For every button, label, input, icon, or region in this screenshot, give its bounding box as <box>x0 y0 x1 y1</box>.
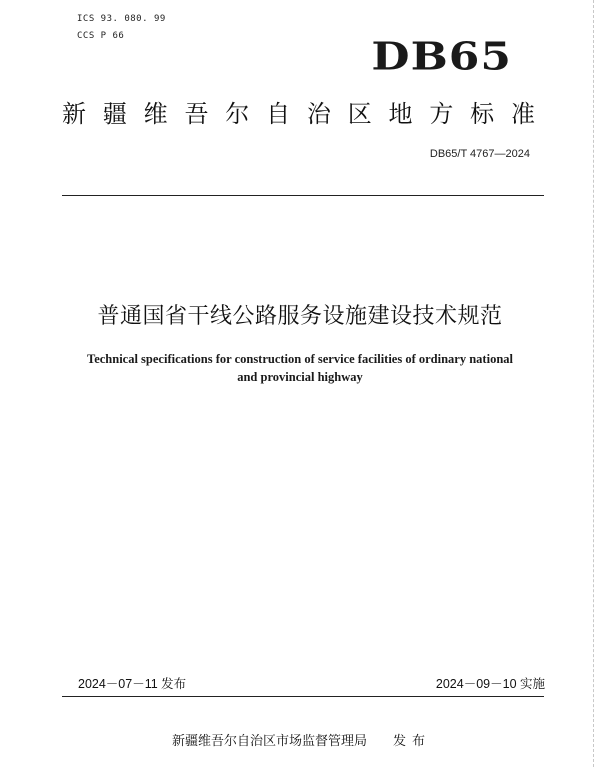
ccs-classification: CCS P 66 <box>77 31 125 41</box>
header-divider <box>62 195 544 196</box>
implementation-date: 2024－09－10 实施 <box>435 677 545 691</box>
footer-divider <box>62 696 544 697</box>
issue-date: 2024－07－11 发布 <box>78 677 187 691</box>
title-english-line2: and provincial highway <box>237 370 363 384</box>
ics-classification: ICS 93. 080. 99 <box>77 14 166 24</box>
title-english-line1: Technical specifications for construction of service facilities of ordinary national <box>87 352 513 366</box>
db-logo: DB65 <box>371 34 512 80</box>
scan-edge <box>593 0 600 767</box>
title-english <box>55 350 545 386</box>
standard-number: DB65/T 4767—2024 <box>429 148 530 160</box>
issuer-name: 新疆维吾尔自治区市场监督管理局 <box>172 734 368 749</box>
standard-authority-title: 新疆维吾尔自治区地方标准 <box>62 100 537 128</box>
title-chinese: 普通国省干线公路服务设施建设技术规范 <box>97 304 503 329</box>
issuer-action: 发布 <box>393 734 432 749</box>
issuer <box>172 733 431 751</box>
